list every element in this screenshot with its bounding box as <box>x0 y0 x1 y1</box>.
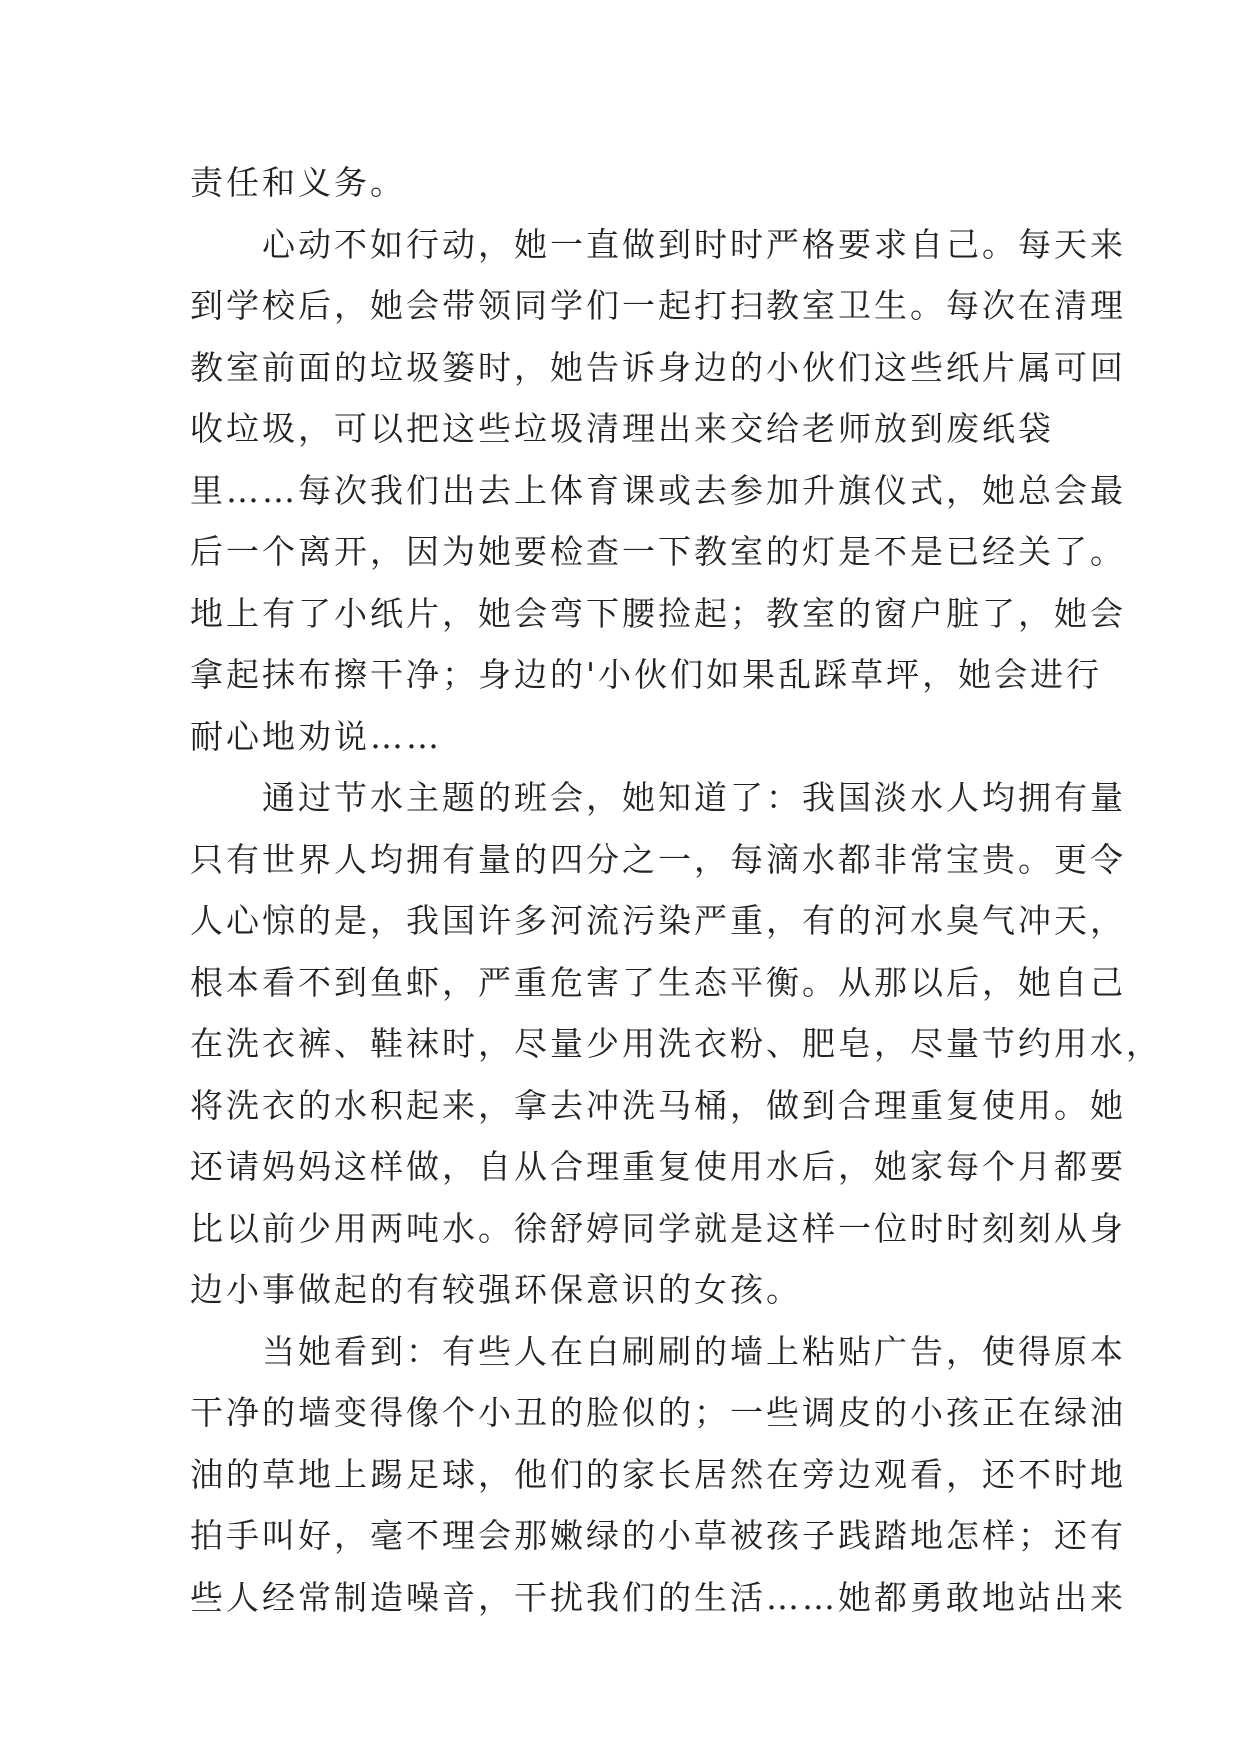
text-line: 人心惊的是，我国许多河流污染严重，有的河水臭气冲天， <box>190 901 1126 940</box>
text-line: 只有世界人均拥有量的四分之一，每滴水都非常宝贵。更令 <box>190 839 1126 879</box>
text-line: 里……每次我们出去上体育课或去参加升旗仪式，她总会最 <box>190 470 1126 510</box>
text-line: 到学校后，她会带领同学们一起打扫教室卫生。每次在清理 <box>190 286 1126 325</box>
body-text <box>190 152 1162 1628</box>
text-line: 地上有了小纸片，她会弯下腰捡起；教室的窗户脏了，她会 <box>190 593 1126 633</box>
text-line: 拿起抹布擦干净；身边的'小伙们如果乱踩草坪，她会进行 <box>190 655 1103 694</box>
text-line: 责任和义务。 <box>190 163 406 202</box>
text-line: 干净的墙变得像个小丑的脸似的；一些调皮的小孩正在绿油 <box>190 1393 1126 1432</box>
text-line: 后一个离开，因为她要检查一下教室的灯是不是已经关了。 <box>190 532 1126 571</box>
text-line: 当她看到：有些人在白刷刷的墙上粘贴广告，使得原本 <box>190 1331 1126 1371</box>
text-line: 些人经常制造噪音，干扰我们的生活……她都勇敢地站出来 <box>190 1577 1126 1617</box>
text-line: 拍手叫好，毫不理会那嫩绿的小草被孩子践踏地怎样；还有 <box>190 1516 1126 1555</box>
text-line: 心动不如行动，她一直做到时时严格要求自己。每天来 <box>190 224 1126 264</box>
text-line: 比以前少用两吨水。徐舒婷同学就是这样一位时时刻刻从身 <box>190 1208 1126 1248</box>
text-line: 通过节水主题的班会，她知道了：我国淡水人均拥有量 <box>190 778 1126 817</box>
text-line: 在洗衣裤、鞋袜时，尽量少用洗衣粉、肥皂，尽量节约用水， <box>190 1024 1162 1063</box>
text-line: 根本看不到鱼虾，严重危害了生态平衡。从那以后，她自己 <box>190 962 1126 1002</box>
text-line: 耐心地劝说…… <box>190 716 442 756</box>
text-line: 将洗衣的水积起来，拿去冲洗马桶，做到合理重复使用。她 <box>190 1085 1126 1125</box>
text-line: 还请妈妈这样做，自从合理重复使用水后，她家每个月都要 <box>190 1147 1126 1186</box>
text-line: 油的草地上踢足球，他们的家长居然在旁边观看，还不时地 <box>190 1454 1126 1494</box>
text-line: 收垃圾，可以把这些垃圾清理出来交给老师放到废纸袋 <box>190 409 1054 448</box>
text-line: 边小事做起的有较强环保意识的女孩。 <box>190 1270 802 1309</box>
text-line: 教室前面的垃圾篓时，她告诉身边的小伙们这些纸片属可回 <box>190 347 1126 387</box>
